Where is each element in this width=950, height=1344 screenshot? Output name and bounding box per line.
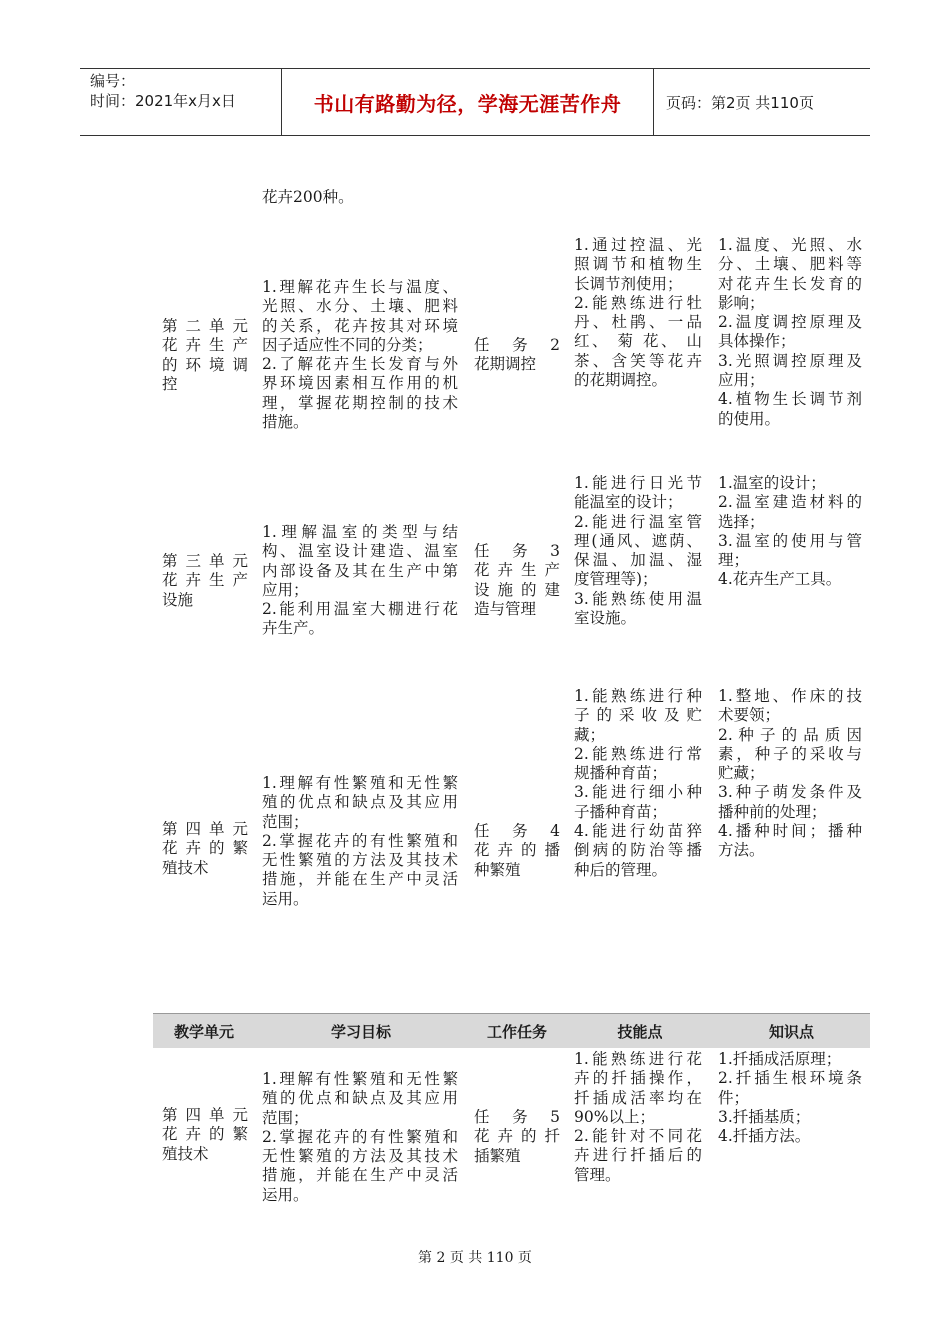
cell-line: 措施，并能在生产中灵活	[262, 870, 458, 889]
skill-points	[574, 474, 702, 628]
cell-line: 范围；	[262, 812, 309, 831]
cell-line: 的花期调控。	[574, 371, 668, 390]
cell-line: 殖技术	[162, 858, 209, 877]
cell-line: 理；	[718, 551, 750, 570]
learning-goals	[262, 774, 458, 909]
cell-line: 的关系，花卉按其对环境	[262, 316, 458, 335]
cell-line: 花 卉 的 扦	[474, 1127, 560, 1146]
work-task	[474, 1108, 560, 1166]
cell-line: 内部设备及其在生产中第	[262, 561, 458, 580]
cell-line: 构、温室设计建造、温室	[262, 542, 458, 561]
cell-line: 件；	[718, 1088, 750, 1107]
cell-line: 任务4	[474, 822, 560, 840]
cell-line: 丹、杜鹃、一品	[574, 313, 702, 332]
cell-line: 2.掌握花卉的有性繁殖和	[262, 1127, 458, 1146]
knowledge-points	[718, 1050, 862, 1146]
cell-line: 造与管理	[474, 599, 537, 618]
cell-line: 运用。	[262, 889, 309, 908]
cell-line: 4.能进行幼苗猝	[574, 822, 702, 841]
document-number-label: 编号：	[90, 72, 136, 90]
cell-line: 花 卉 的 繁	[162, 839, 248, 858]
cell-line: 2.掌握花卉的有性繁殖和	[262, 831, 458, 850]
skill-points	[574, 1050, 702, 1185]
column-header-skills: 技能点	[617, 1022, 663, 1041]
work-task	[474, 822, 560, 880]
cell-line: 分、土壤、肥料等	[718, 255, 862, 274]
knowledge-points	[718, 474, 862, 590]
cell-line: 3.能进行细小种	[574, 783, 702, 802]
cell-line: 任务5	[474, 1108, 560, 1126]
cell-line: 种繁殖	[474, 860, 521, 879]
cell-line: 规播种育苗；	[574, 764, 668, 783]
unit-name	[162, 1106, 248, 1164]
cell-line: 播种前的处理；	[718, 802, 827, 821]
knowledge-points	[718, 687, 862, 861]
cell-line: 2.扦插生根环境条	[718, 1069, 862, 1088]
cell-line: 理，掌握花期控制的技术	[262, 393, 458, 412]
cell-line: 措施，并能在生产中灵活	[262, 1166, 458, 1185]
cell-line: 1.理解温室的类型与结	[262, 523, 458, 541]
cell-line: 的使用。	[718, 409, 781, 428]
continued-text: 花卉200种。	[262, 188, 354, 206]
cell-line: 2.能熟练进行常	[574, 744, 702, 763]
cell-line: 应用；	[718, 371, 765, 390]
cell-line: 1.理解有性繁殖和无性繁	[262, 1070, 458, 1088]
cell-line: 插繁殖	[474, 1146, 521, 1165]
cell-line: 4.植物生长调节剂	[718, 390, 862, 409]
cell-line: 贮藏；	[718, 764, 765, 783]
cell-line: 具体操作；	[718, 332, 796, 351]
cell-line: 3.扦插基质；	[718, 1107, 811, 1126]
learning-goals	[262, 278, 458, 432]
cell-line: 度管理等)；	[574, 570, 658, 589]
cell-line: 控	[162, 374, 178, 393]
cell-line: 界环境因素相互作用的机	[262, 374, 458, 393]
cell-line: 长调节剂使用；	[574, 274, 683, 293]
cell-line: 种后的管理。	[574, 860, 668, 879]
cell-line: 4.扦插方法。	[718, 1127, 811, 1146]
cell-line: 2.能利用温室大棚进行花	[262, 600, 458, 619]
cell-line: 卉进行扦插后的	[574, 1146, 702, 1165]
cell-line: 花 卉 生 产	[162, 571, 248, 590]
cell-line: 殖的优点和缺点及其应用	[262, 793, 458, 812]
cell-line: 对花卉生长发育的	[718, 274, 862, 293]
learning-goals	[262, 523, 458, 639]
cell-line: 2.能针对不同花	[574, 1127, 702, 1146]
cell-line: 2. 种 子 的 品 质 因	[718, 725, 862, 744]
cell-line: 4.花卉生产工具。	[718, 570, 842, 589]
cell-line: 2.能熟练进行牡	[574, 293, 702, 312]
cell-line: 保温、加温、湿	[574, 551, 702, 570]
cell-line: 花 卉 生 产	[162, 336, 248, 355]
cell-line: 3.光照调控原理及	[718, 351, 862, 370]
cell-line: 影响；	[718, 293, 765, 312]
cell-line: 第三单元	[162, 552, 248, 570]
cell-line: 2.了解花卉生长发育与外	[262, 355, 458, 374]
cell-line: 1.理解有性繁殖和无性繁	[262, 774, 458, 792]
cell-line: 1.扦插成活原理；	[718, 1050, 842, 1068]
cell-line: 3.温室的使用与管	[718, 531, 862, 550]
cell-line: 第四单元	[162, 1106, 248, 1124]
work-task	[474, 336, 560, 375]
learning-goals	[262, 1070, 458, 1205]
cell-line: 花 卉 的 繁	[162, 1125, 248, 1144]
cell-line: 第二单元	[162, 317, 248, 335]
cell-line: 1.能进行日光节	[574, 474, 702, 492]
knowledge-points	[718, 236, 862, 429]
table-header-row	[153, 1013, 870, 1048]
document-date: 时间：2021年x月x日	[90, 92, 236, 110]
cell-line: 措施。	[262, 413, 309, 432]
cell-line: 茶、含笑等花卉	[574, 351, 702, 370]
cell-line: 范围；	[262, 1108, 309, 1127]
cell-line: 的 环 境 调	[162, 355, 248, 374]
page-header	[80, 68, 870, 136]
column-header-task: 工作任务	[486, 1022, 547, 1041]
cell-line: 选择；	[718, 512, 765, 531]
cell-line: 室设施。	[574, 609, 637, 628]
column-header-goals: 学习目标	[330, 1022, 391, 1041]
cell-line: 应用；	[262, 580, 309, 599]
cell-line: 卉生产。	[262, 619, 325, 638]
cell-line: 设 施 的 建	[474, 580, 560, 599]
cell-line: 卉的扦插操作，	[574, 1069, 702, 1088]
cell-line: 设施	[162, 590, 194, 609]
cell-line: 素，种子的采收与	[718, 744, 862, 763]
cell-line: 任务2	[474, 336, 560, 354]
cell-line: 方法。	[718, 841, 765, 860]
cell-line: 扦插成活率均在	[574, 1088, 702, 1107]
cell-line: 1.整地、作床的技	[718, 687, 862, 705]
cell-line: 3.种子萌发条件及	[718, 783, 862, 802]
cell-line: 运用。	[262, 1185, 309, 1204]
cell-line: 1.能熟练进行花	[574, 1050, 702, 1068]
cell-line: 3.能熟练使用温	[574, 589, 702, 608]
cell-line: 殖技术	[162, 1144, 209, 1163]
header-left	[80, 69, 282, 135]
cell-line: 花期调控	[474, 355, 537, 374]
cell-line: 1.温室的设计；	[718, 474, 826, 492]
cell-line: 花 卉 的 播	[474, 841, 560, 860]
cell-line: 殖的优点和缺点及其应用	[262, 1089, 458, 1108]
cell-line: 子播种育苗；	[574, 802, 668, 821]
cell-line: 光照、水分、土壤、肥料	[262, 297, 458, 316]
header-page-info: 页码：第2页 共110页	[666, 93, 814, 112]
work-task	[474, 542, 560, 619]
cell-line: 第四单元	[162, 820, 248, 838]
cell-line: 照调节和植物生	[574, 255, 702, 274]
cell-line: 藏；	[574, 725, 606, 744]
cell-line: 倒病的防治等播	[574, 841, 702, 860]
unit-name	[162, 820, 248, 878]
cell-line: 花 卉 生 产	[474, 561, 560, 580]
page-footer: 第 2 页 共 110 页	[418, 1250, 532, 1266]
cell-line: 因子适应性不同的分类；	[262, 335, 433, 354]
cell-line: 子 的 采 收 及 贮	[574, 706, 702, 725]
cell-line: 1.通过控温、光	[574, 236, 702, 254]
cell-line: 2.温室建造材料的	[718, 493, 862, 512]
unit-name	[162, 317, 248, 394]
header-motto: 书山有路勤为径，学海无涯苦作舟	[282, 69, 654, 135]
cell-line: 1.理解花卉生长与温度、	[262, 278, 458, 296]
cell-line: 红、 菊 花、 山	[574, 332, 702, 351]
cell-line: 4.播种时间；播种	[718, 822, 862, 841]
skill-points	[574, 236, 702, 390]
cell-line: 2.能进行温室管	[574, 512, 702, 531]
skill-points	[574, 687, 702, 880]
cell-line: 任务3	[474, 542, 560, 560]
column-header-unit: 教学单元	[173, 1022, 234, 1041]
cell-line: 1.温度、光照、水	[718, 236, 862, 254]
cell-line: 管理。	[574, 1165, 621, 1184]
cell-line: 能温室的设计；	[574, 493, 683, 512]
cell-line: 1.能熟练进行种	[574, 687, 702, 705]
cell-line: 无性繁殖的方法及其技术	[262, 1147, 458, 1166]
cell-line: 无性繁殖的方法及其技术	[262, 851, 458, 870]
cell-line: 90%以上；	[574, 1107, 655, 1126]
column-header-knowledge: 知识点	[768, 1022, 814, 1041]
cell-line: 2.温度调控原理及	[718, 313, 862, 332]
cell-line: 术要领；	[718, 706, 781, 725]
unit-name	[162, 552, 248, 610]
cell-line: 理(通风、遮荫、	[574, 531, 702, 550]
